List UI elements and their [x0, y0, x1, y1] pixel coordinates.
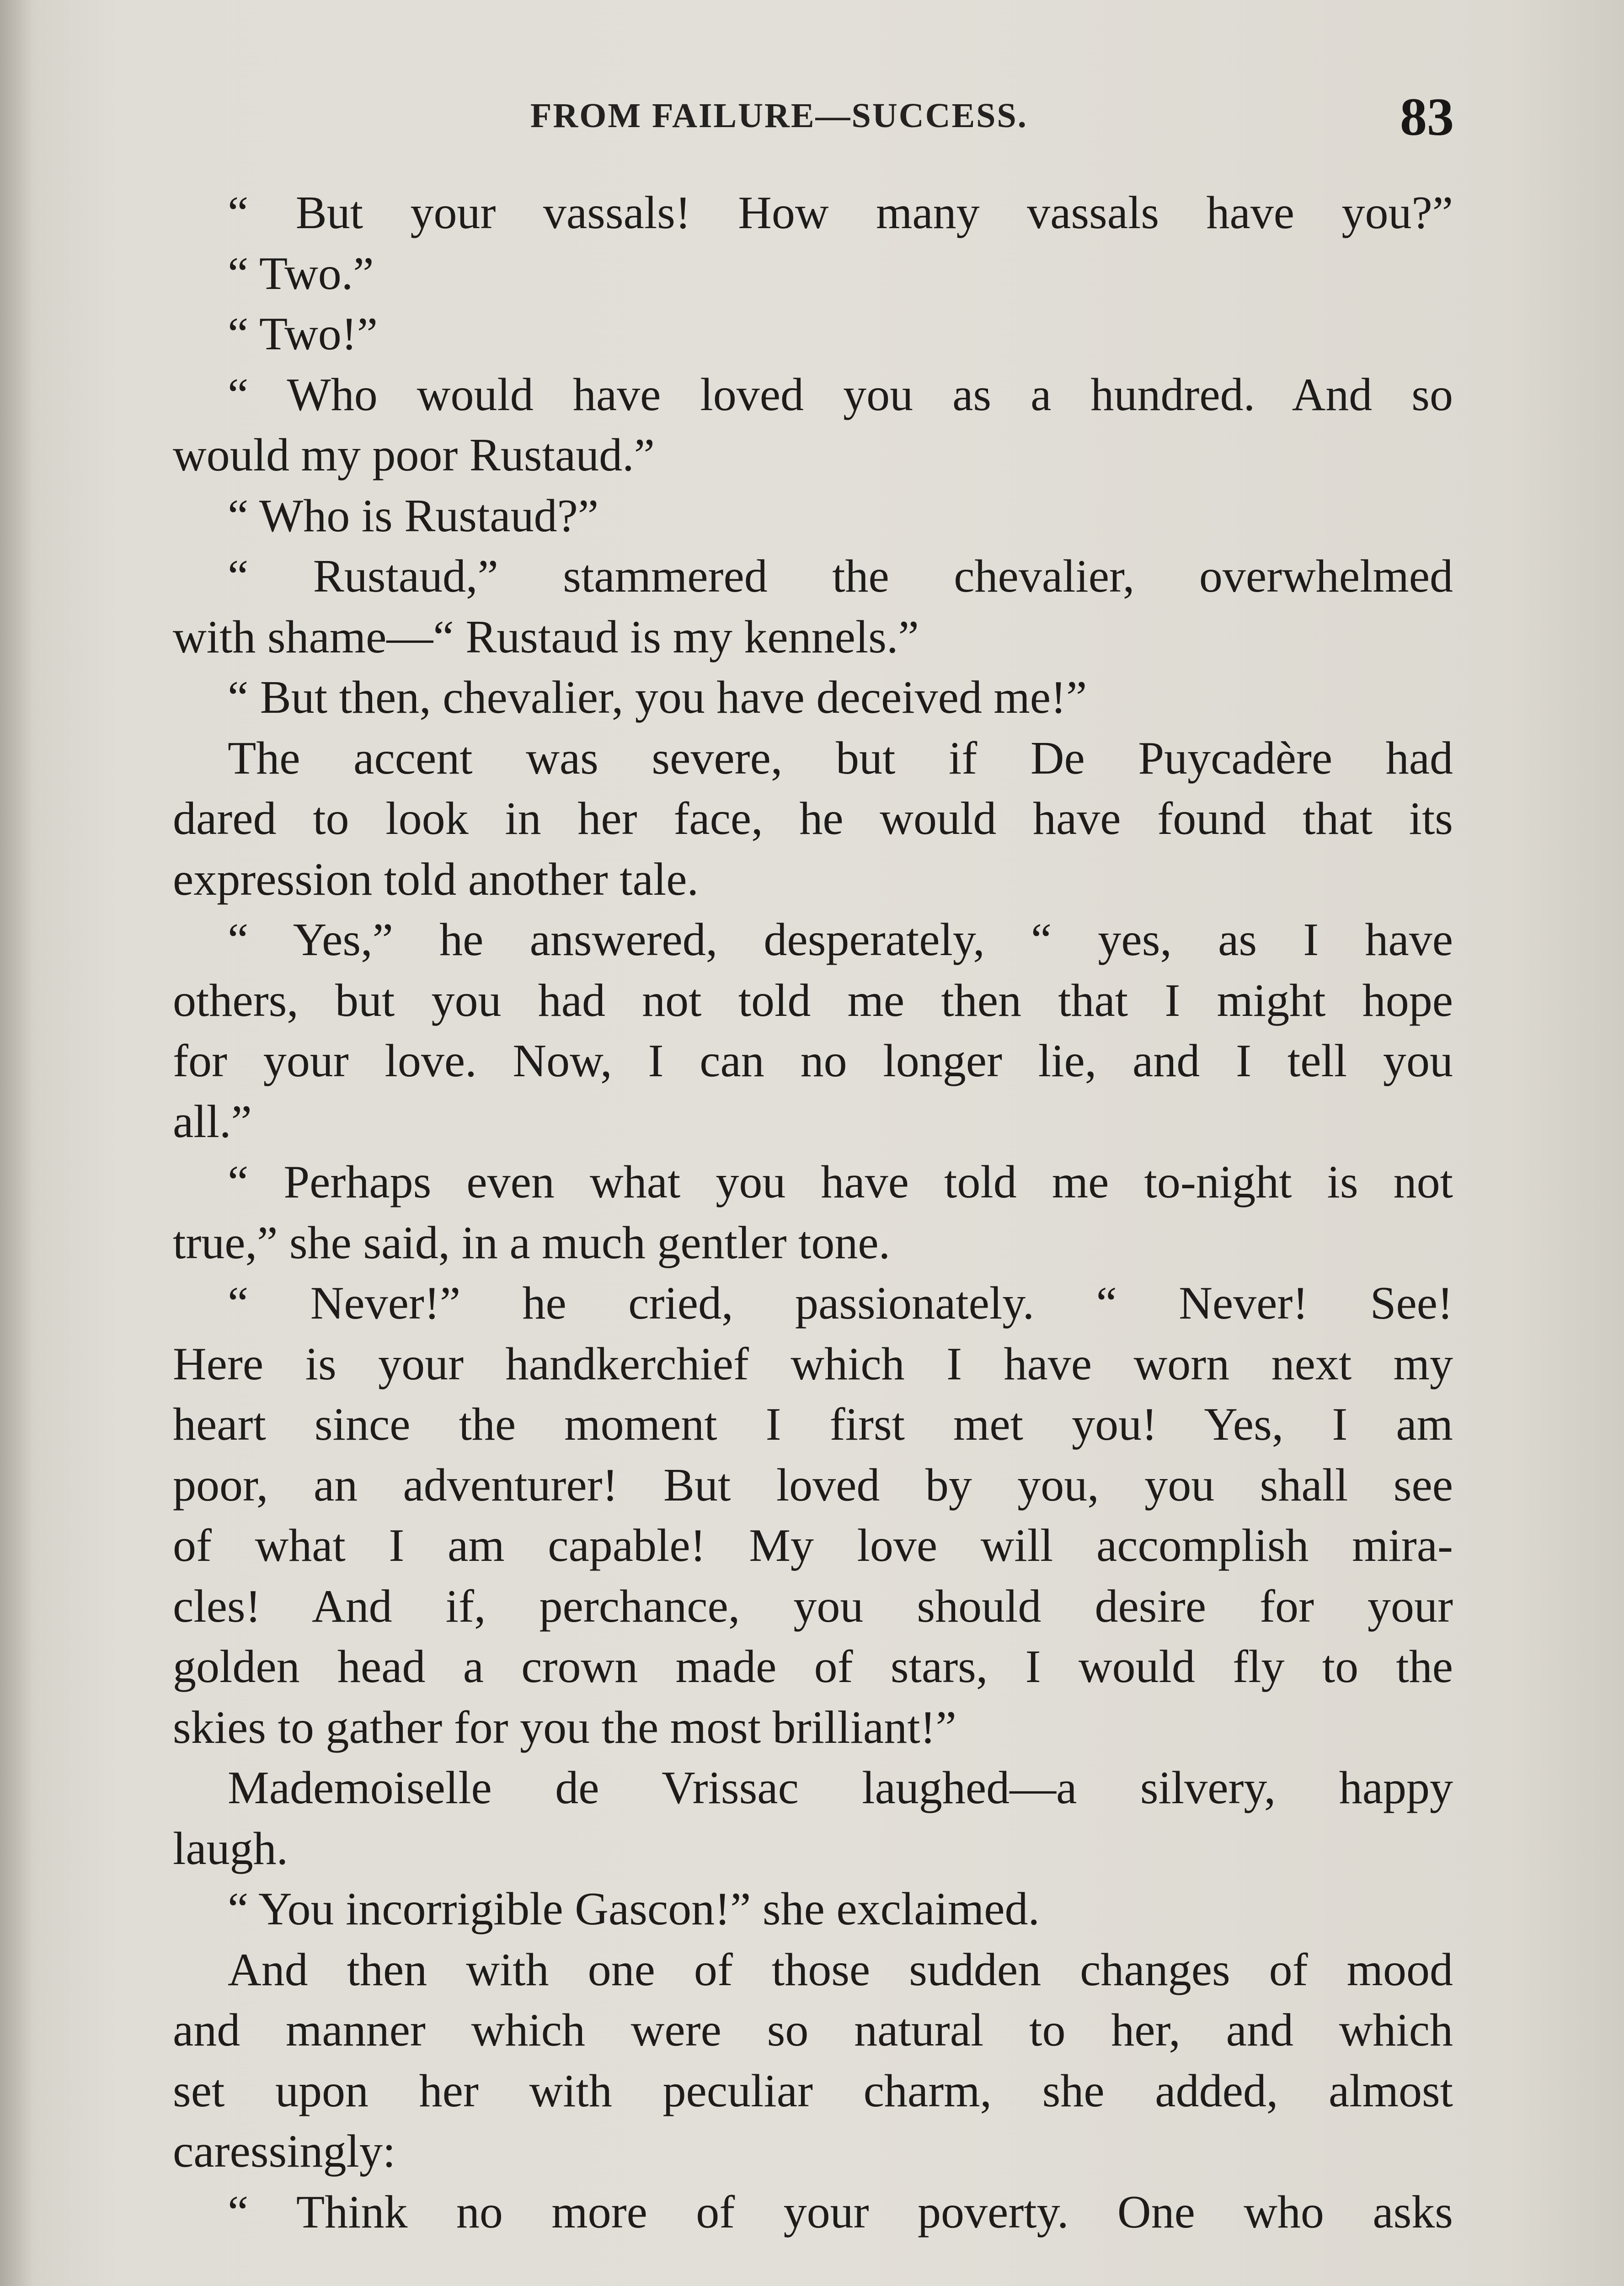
- text-line: “ You incorrigible Gascon!” she exclaimed.: [228, 1883, 1040, 1935]
- text-line: “ Who is Rustaud?”: [228, 490, 599, 542]
- text-line: heart since the moment I first met you! Yes, I am: [173, 1399, 1453, 1450]
- text-line: true,” she said, in a much gentler tone.: [173, 1217, 891, 1269]
- text-line: of what I am capable! My love will accomplish mira-: [173, 1520, 1453, 1571]
- body-text: [173, 183, 1453, 2243]
- text-line: skies to gather for you the most brilliant!”: [173, 1701, 956, 1753]
- text-line: “ Yes,” he answered, desperately, “ yes, as I have: [228, 914, 1453, 966]
- text-line: caressingly:: [173, 2126, 396, 2177]
- text-line: poor, an adventurer! But loved by you, you shall see: [173, 1459, 1453, 1511]
- text-line: others, but you had not told me then that I might hope: [173, 974, 1453, 1026]
- text-line: “ But your vassals! How many vassals have you?”: [228, 187, 1453, 239]
- text-line: “ Who would have loved you as a hundred. And so: [228, 369, 1453, 421]
- text-line: “ But then, chevalier, you have deceived me!”: [228, 672, 1087, 723]
- text-line: “ Two.”: [228, 247, 374, 299]
- binding-shadow: [0, 0, 32, 2286]
- text-line: “ Two!”: [228, 308, 378, 360]
- text-line: expression told another tale.: [173, 853, 699, 905]
- text-line: all.”: [173, 1095, 252, 1148]
- text-line: Mademoiselle de Vrissac laughed—a silvery, happy: [228, 1762, 1453, 1814]
- text-line: “ Think no more of your poverty. One who asks: [228, 2186, 1453, 2238]
- text-line: with shame—“ Rustaud is my kennels.”: [173, 611, 919, 663]
- text-line: The accent was severe, but if De Puycadère had: [228, 732, 1453, 784]
- running-title: FROM FAILURE—SUCCESS.: [530, 96, 1028, 135]
- text-line: “ Rustaud,” stammered the chevalier, overwhelmed: [228, 550, 1453, 602]
- text-line: laugh.: [173, 1822, 288, 1875]
- text-line: for your love. Now, I can no longer lie, and I tell you: [173, 1035, 1453, 1087]
- text-line: would my poor Rustaud.”: [173, 429, 655, 481]
- text-line: dared to look in her face, he would have found that its: [173, 793, 1453, 844]
- text-line: cles! And if, perchance, you should desire for your: [173, 1580, 1453, 1632]
- text-line: and manner which were so natural to her, and which: [173, 2004, 1453, 2056]
- text-line: And then with one of those sudden changes of mood: [228, 1944, 1453, 1996]
- text-line: set upon her with peculiar charm, she added, almost: [173, 2065, 1453, 2117]
- text-line: “ Never!” he cried, passionately. “ Never! See!: [228, 1277, 1453, 1329]
- page-number: 83: [1400, 87, 1454, 147]
- text-line: Here is your handkerchief which I have worn next my: [173, 1338, 1453, 1390]
- text-line: “ Perhaps even what you have told me to-night is not: [228, 1156, 1453, 1208]
- text-line: golden head a crown made of stars, I would fly to the: [173, 1641, 1453, 1693]
